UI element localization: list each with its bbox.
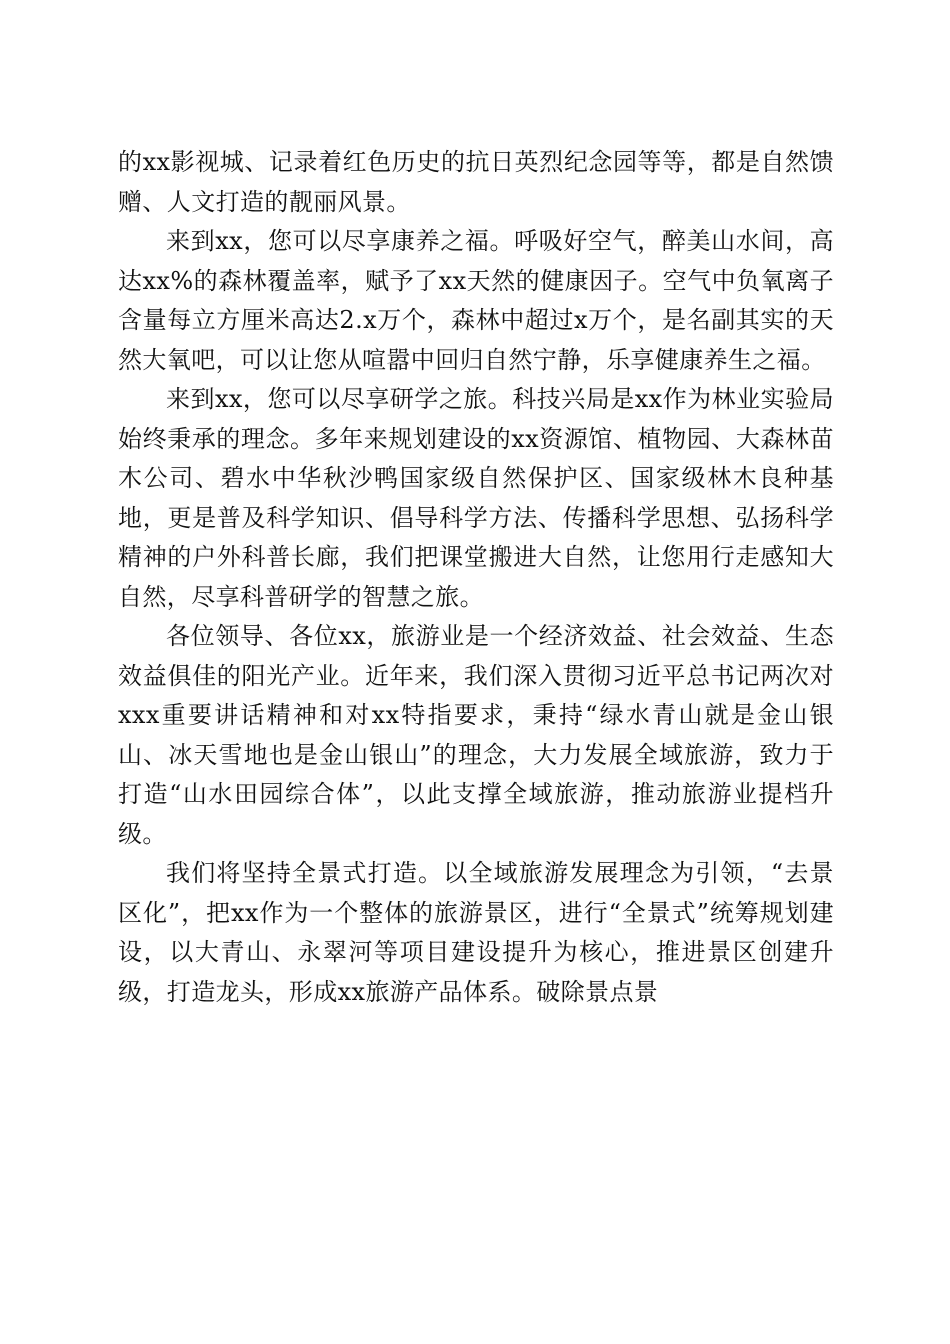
paragraph-panoramic-development: 我们将坚持全景式打造。以全域旅游发展理念为引领，“去景区化”，把xx作为一个整体的旅游景区，进行“全景式”统筹规划建设，以大青山、永翠河等项目建设提升为核心，推进景区创建升级，打造龙头，形成xx旅游产品体系。破除景点景 bbox=[118, 859, 834, 1006]
document-body bbox=[118, 143, 834, 1012]
paragraph-tourism-industry: 各位领导、各位xx，旅游业是一个经济效益、社会效益、生态效益俱佳的阳光产业。近年来，我们深入贯彻习近平总书记两次对xxx重要讲话精神和对xx特指要求，秉持“绿水青山就是金山银山、冰天雪地也是金山银山”的理念，大力发展全域旅游，致力于打造“山水田园综合体”，以此支撑全域旅游，推动旅游业提档升级。 bbox=[118, 622, 834, 848]
paragraph-health: 来到xx，您可以尽享康养之福。呼吸好空气，醉美山水间，高达xx%的森林覆盖率，赋予了xx天然的健康因子。空气中负氧离子含量每立方厘米高达2.x万个，森林中超过x万个，是名副其实的天然大氧吧，可以让您从喧嚣中回归自然宁静，乐享健康养生之福。 bbox=[118, 227, 834, 374]
paragraph-continuation: 的xx影视城、记录着红色历史的抗日英烈纪念园等等，都是自然馈赠、人文打造的靓丽风景。 bbox=[118, 148, 834, 216]
paragraph-study-tour: 来到xx，您可以尽享研学之旅。科技兴局是xx作为林业实验局始终秉承的理念。多年来规划建设的xx资源馆、植物园、大森林苗木公司、碧水中华秋沙鸭国家级自然保护区、国家级林木良种基地，更是普及科学知识、倡导科学方法、传播科学思想、弘扬科学精神的户外科普长廊，我们把课堂搬进大自然，让您用行走感知大自然，尽享科普研学的智慧之旅。 bbox=[118, 385, 834, 611]
